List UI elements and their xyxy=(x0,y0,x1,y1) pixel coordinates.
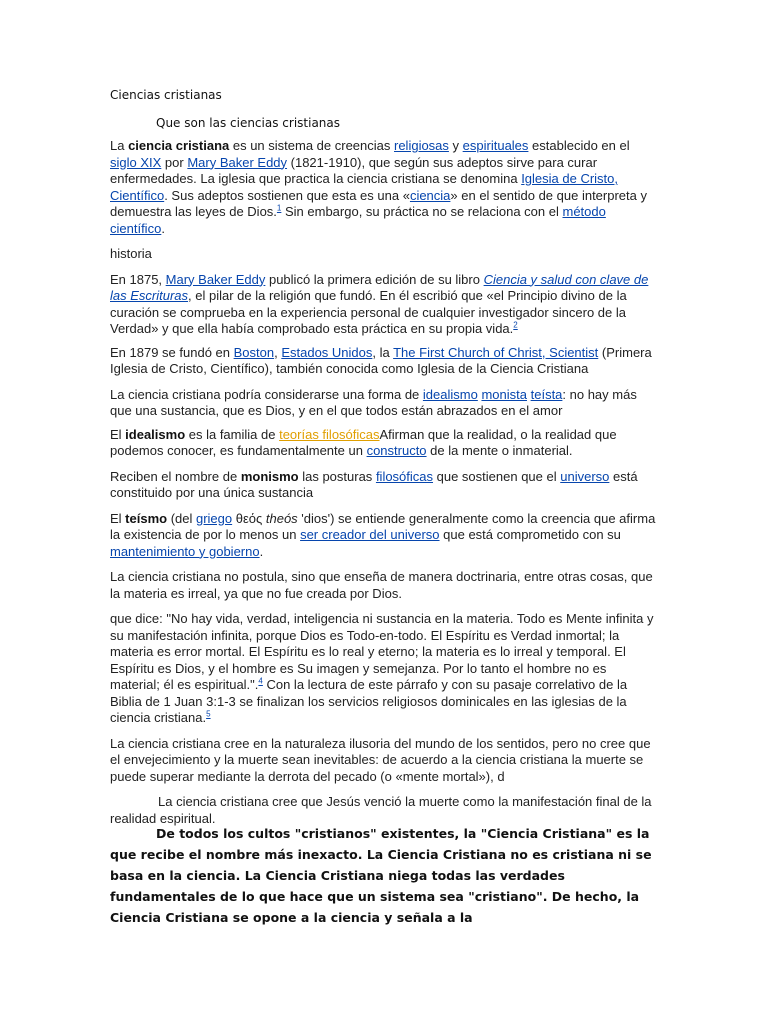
link-estados-unidos[interactable]: Estados Unidos xyxy=(281,344,373,360)
footnote-ref-5[interactable]: 5 xyxy=(206,709,211,719)
link-ciencia-y-salud[interactable]: Ciencia y salud con clave de las Escrituras xyxy=(110,271,649,303)
paragraph-materia-irreal: La ciencia cristiana no postula, sino que enseña de manera doctrinaria, entre otras cosas, que la materia es irreal, ya que no fue creada por Dios. xyxy=(110,569,653,601)
paragraph-sentidos: La ciencia cristiana cree en la naturaleza ilusoria del mundo de los sentidos, pero no cree que el envejecimiento y la muerte sean inevitables: de acuerdo a la ciencia cristiana la muerte se puede superar mediante la derrota del pecado (o «mente mortal»), d xyxy=(110,735,651,784)
paragraph-idealismo: El idealismo es la familia de teorías filosóficasAfirman que la realidad, o la realidad que podemos conocer, es fundamentalmente un constructo de la mente o inmaterial. xyxy=(110,426,617,458)
link-filosoficas[interactable]: filosóficas xyxy=(375,468,434,484)
paragraph-idealismo-monista: La ciencia cristiana podría considerarse una forma de idealismo monista teísta: no hay más que una sustancia, que es Dios, y en el que todos están abrazados en el amor xyxy=(110,386,637,418)
paragraph-cita: que dice: "No hay vida, verdad, inteligencia ni sustancia en la materia. Todo es Mente infinita y su manifestación infinita, porque Dios es Todo-en-todo. El Espíritu es Verdad inmortal; la materia es error mortal. El Espíritu es lo real y eterno; la materia es lo irreal y temporal. El Espíritu es Dios, y el hombre es Su imagen y semejanza. Por lo tanto el hombre no es material; él es espiritual.".$^4$ Con la lectura de este párrafo y con su pasaje correlativo de la Biblia de 1 Juan 3:1-3 se finalizan los servicios religiosos dominicales en las iglesias de la ciencia cristiana.$^5$ xyxy=(110,611,654,725)
paragraph-jesus: La ciencia cristiana cree que Jesús venció la muerte como la manifestación final de la realidad espiritual. xyxy=(110,794,652,826)
document-title: Ciencias cristianas xyxy=(110,88,222,102)
link-constructo[interactable]: constructo xyxy=(366,443,427,458)
link-griego[interactable]: griego xyxy=(195,510,233,526)
footnote-ref-1[interactable]: 1 xyxy=(276,203,282,213)
section-heading-historia: historia xyxy=(110,246,152,261)
link-teorias-filosoficas[interactable]: teorías filosóficas xyxy=(279,426,380,442)
bold-term: teísmo xyxy=(125,510,168,526)
footnote-ref-4[interactable]: 4 xyxy=(258,676,263,686)
italic-term: theós xyxy=(265,510,298,526)
footnote-ref-2[interactable]: 2 xyxy=(513,320,518,330)
link-religiosas[interactable]: religiosas xyxy=(394,138,449,153)
link-metodo-cientifico[interactable]: método científico xyxy=(110,204,606,236)
link-ciencia[interactable]: ciencia xyxy=(409,187,451,203)
paragraph-historia: En 1875, Mary Baker Eddy publicó la primera edición de su libro Ciencia y salud con clave de las Escrituras, el pilar de la religión que fundó. En él escribió que «el Principio divino de la curación se comprueba en la experiencia personal de cualquier investigador sincero de la Verdad» y que ella había comprobado esta práctica en su propia vida.$^2$ xyxy=(110,271,649,336)
link-iglesia-de-cristo[interactable]: Iglesia de Cristo, Científico xyxy=(110,171,619,203)
link-first-church[interactable]: The First Church of Christ, Scientist xyxy=(393,344,599,360)
paragraph-teismo: El teísmo (del griego θεός theós 'dios') se entiende generalmente como la creencia que afirma la existencia de por lo menos un ser creador del universo que está comprometido con su mantenimiento y gobierno. xyxy=(110,510,656,559)
link-siglo-xix[interactable]: siglo XIX xyxy=(110,154,162,170)
bold-term: idealismo xyxy=(125,426,186,442)
document-body xyxy=(110,138,658,836)
link-mantenimiento[interactable]: mantenimiento y gobierno xyxy=(110,543,260,559)
paragraph-monismo: Reciben el nombre de monismo las posturas filosóficas que sostienen que el universo está constituido por una única sustancia xyxy=(110,468,638,500)
link-mary-baker-eddy-2[interactable]: Mary Baker Eddy xyxy=(165,271,266,287)
link-teista[interactable]: teísta xyxy=(530,386,563,402)
paragraph-final-bold: De todos los cultos "cristianos" existentes, la "Ciencia Cristiana" es la que recibe el nombre más inexacto. La Ciencia Cristiana no es cristiana ni se basa en la ciencia. La Ciencia Cristiana niega todas las verdades fundamentales de lo que hace que un sistema sea "cristiano". De hecho, la Ciencia Cristiana se opone a la ciencia y señala a la xyxy=(110,826,652,925)
link-universo[interactable]: universo xyxy=(560,468,610,484)
bold-term: monismo xyxy=(240,468,299,484)
bold-term: ciencia cristiana xyxy=(128,138,230,153)
link-ser-creador[interactable]: ser creador del universo xyxy=(300,527,440,542)
link-mary-baker-eddy[interactable]: Mary Baker Eddy xyxy=(187,154,288,170)
document-subtitle: Que son las ciencias cristianas xyxy=(156,116,341,130)
link-espirituales[interactable]: espirituales xyxy=(462,138,529,153)
link-monista[interactable]: monista xyxy=(481,386,527,402)
link-idealismo[interactable]: idealismo xyxy=(422,386,478,402)
paragraph-intro: La ciencia cristiana es un sistema de creencias religiosas y espirituales establecido en el siglo XIX por Mary Baker Eddy (1821-1910), que según sus adeptos sirve para curar enfermedades. La iglesia que practica la ciencia cristiana se denomina Iglesia de Cristo, Científico. Sus adeptos sostienen que esta es una «ciencia» en el sentido de que interpreta y demuestra las leyes de Dios.$^1$ Sin embargo, su práctica no se relaciona con el método científico. xyxy=(110,138,647,236)
link-boston[interactable]: Boston xyxy=(233,344,275,360)
paragraph-fundacion: En 1879 se fundó en Boston, Estados Unidos, la The First Church of Christ, Scientist (Primera Iglesia de Cristo, Científico), también conocida como Iglesia de la Ciencia Cristiana xyxy=(110,344,652,376)
